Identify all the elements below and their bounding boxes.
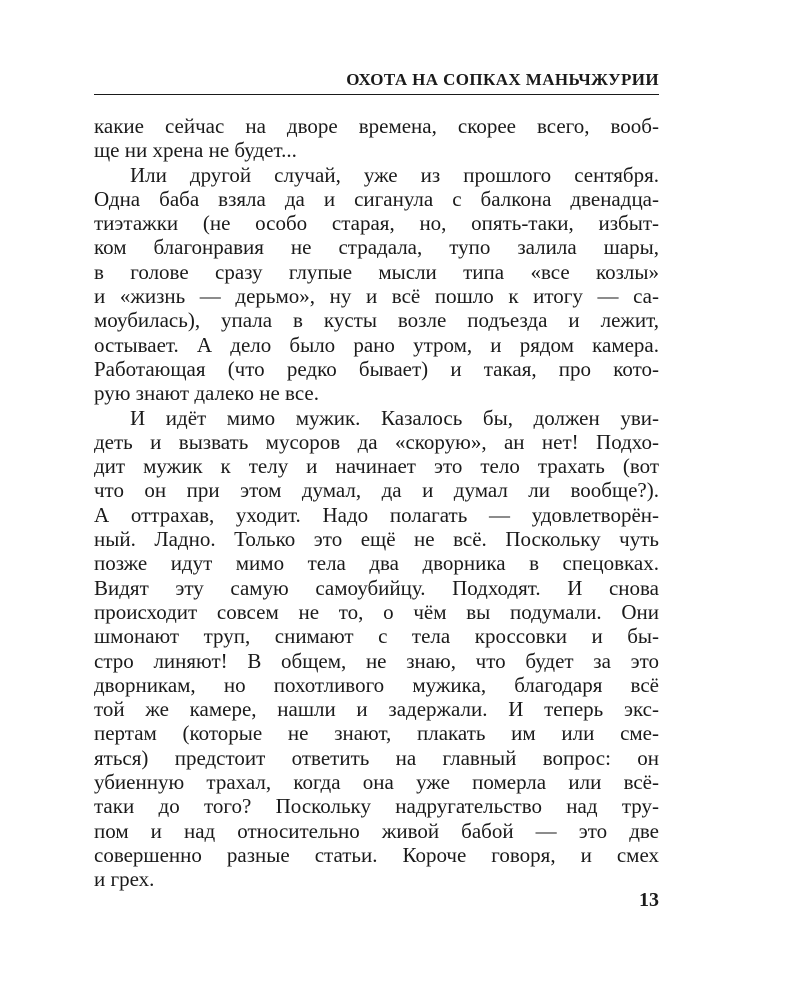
text-line: Или другой случай, уже из прошлого сентября.	[130, 162, 659, 187]
text-line: пертам (которые не знают, плакать им или сме-	[94, 721, 659, 746]
text-line: совершенно разные статьи. Короче говоря, и смех	[94, 842, 659, 867]
page-number: 13	[639, 889, 659, 911]
text-line: дворникам, но похотливого мужика, благодаря всё	[94, 672, 659, 697]
text-line: той же камере, нашли и задержали. И теперь экс-	[94, 697, 659, 722]
text-line: тиэтажки (не особо старая, но, опять-таки, избыт-	[94, 211, 659, 236]
text-line: происходит совсем не то, о чём вы подумали. Они	[94, 599, 659, 624]
text-line: стро линяют! В общем, не знаю, что будет за это	[94, 648, 659, 673]
text-line: Видят эту самую самоубийцу. Подходят. И снова	[94, 575, 659, 600]
header-rule	[94, 94, 659, 95]
text-line: какие сейчас на дворе времена, скорее всего, вооб-	[94, 114, 659, 138]
running-head: ОХОТА НА СОПКАХ МАНЬЧЖУРИИ	[346, 70, 659, 89]
text-line: рую знают далеко не все.	[94, 381, 319, 406]
text-line: позже идут мимо тела два дворника в спецовках.	[94, 551, 659, 576]
text-line: пом и над относительно живой бабой — это две	[94, 818, 659, 843]
text-line: А оттрахав, уходит. Надо полагать — удовлетворён-	[94, 502, 659, 527]
text-line: в голове сразу глупые мысли типа «все козлы»	[94, 259, 659, 284]
text-line: ком благонравия не страдала, тупо залила шары,	[94, 235, 659, 260]
text-line: убиенную трахал, когда она уже померла или всё-	[94, 770, 659, 795]
text-line: Работающая (что редко бывает) и такая, про кото-	[94, 356, 659, 381]
text-line: деть и вызвать мусоров да «скорую», ан нет! Подхо-	[94, 429, 659, 454]
text-line: шмонают труп, снимают с тела кроссовки и бы-	[94, 624, 659, 649]
text-line: дит мужик к телу и начинает это тело трахать (вот	[94, 454, 659, 479]
text-line: таки до того? Поскольку надругательство над тру-	[94, 794, 659, 819]
text-line: яться) предстоит ответить на главный вопрос: он	[94, 745, 659, 770]
text-line: и «жизнь — дерьмо», ну и всё пошло к итогу — са-	[94, 284, 659, 309]
text-line: и грех.	[94, 867, 155, 892]
text-line: ще ни хрена не будет...	[94, 138, 297, 163]
text-line: моубилась), упала в кусты возле подъезда и лежит,	[94, 308, 659, 333]
body-text	[94, 114, 659, 892]
text-line: Одна баба взяла да и сиганула с балкона двенадца-	[94, 186, 659, 211]
text-line: ный. Ладно. Только это ещё не всё. Поскольку чуть	[94, 527, 659, 552]
text-line: что он при этом думал, да и думал ли вообще?).	[94, 478, 659, 503]
text-line: И идёт мимо мужик. Казалось бы, должен уви-	[130, 405, 659, 430]
text-line: остывает. А дело было рано утром, и рядом камера.	[94, 332, 659, 357]
